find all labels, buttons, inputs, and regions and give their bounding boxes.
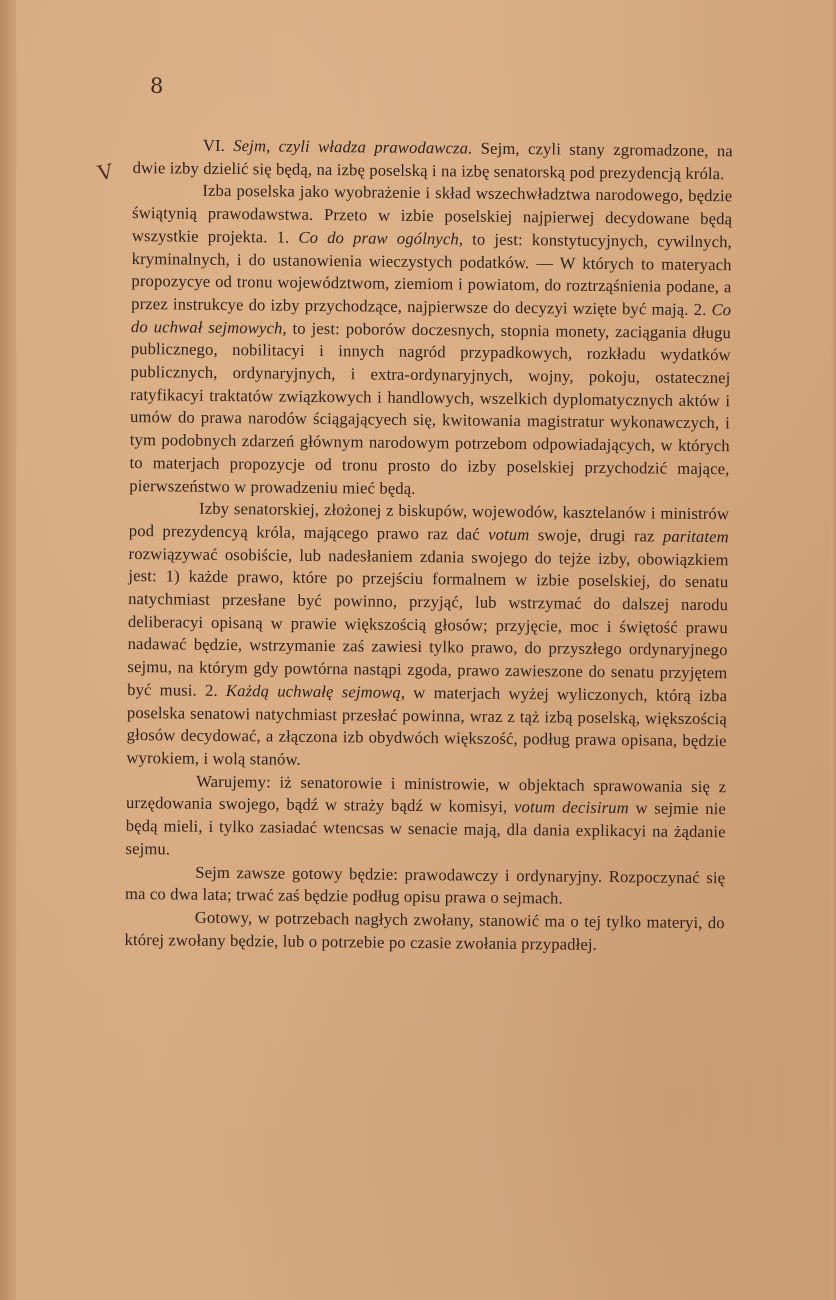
text-run: Sejm zawsze gotowy będzie: prawodawczy i ordynaryjny. Rozpoczynać się ma co dwa lata; trwać zaś będzie podług opisu prawa o sejmach. — [124, 862, 726, 908]
paragraph-2 — [129, 179, 732, 503]
page-number: 8 — [150, 74, 164, 98]
paragraph-6 — [124, 906, 724, 958]
paragraph-5 — [125, 860, 725, 912]
paragraph-3 — [126, 497, 729, 776]
page-edge — [830, 0, 836, 1300]
section-heading-title: Sejm, czyli władza prawodawcza. — [233, 136, 473, 158]
text-run: to jest: konstytucyjnych, cywilnych, kryminalnych, i do ustanowienia wieczystych podatków. — W których to materyach propozycye od tronu województwom, ziemiom i powiatom, do roztrząśnienia podane, a przez instrukcye do izby przychodzące, najpierwsze do decyzyi wzięte być mają. 2. — [131, 229, 733, 319]
text-run: rozwiązywać osobiście, lub nadesłaniem zdania swojego do tejże izby, obowiązkiem jest: 1) każde prawo, które po przejściu formalnem w izbie poselskiej, do senatu natychmiast przesłane być powinno, przyjąć, lub wstrzymać do dalszej narodu deliberacyi opisaną w prawie większością głosów; przyjęcie, moc i świętość prawu nadawać będzie, wstrzymanie zaś zawiesi tylko prawo, do przyszłego ordynaryjnego sejmu, na którym gdy powtórna nastąpi zgoda, prawo zawieszone do senatu przyjętem być musi. 2. — [127, 543, 729, 700]
text-run: Warujemy: iż senatorowie i ministrowie, w objektach sprawowania się z urzędowania swojego, bądź w straży bądź w komisyi, — [125, 771, 727, 817]
paragraph-4 — [125, 770, 726, 867]
text-run: swoje, drugi raz — [529, 525, 664, 546]
paragraph-1 — [133, 134, 733, 186]
text-run: Sejm, czyli stany zgromadzone, na dwie izby dzielić się będą, na izbę poselską i na izbę senatorską pod prezydencją króla. — [132, 138, 733, 183]
section-heading-number: VI. — [202, 135, 234, 156]
page-fold-shadow — [0, 0, 16, 1300]
italic-term: votum decisirum — [513, 797, 629, 818]
text-run: Izba poselska jako wyobrażenie i skład wszechwładztwa narodowego, będzie świątynią prawodawstwa. Przeto w izbie poselskiej najpierwej decydowane będą wszystkie projekta. 1. — [131, 181, 733, 247]
text-run: w sejmie nie będą mieli, i tylko zasiadać wtencsas w senacie mają, dla dania explikacyi na żądanie sejmu. — [125, 798, 727, 859]
margin-mark: V — [96, 158, 115, 186]
italic-term: votum — [488, 524, 530, 545]
text-run: w materjach wyżej wyliczonych, którą izba poselska senatowi natychmiast przesłać powinna, wraz z tąż izbą poselską, większością głosów decydować, a złączona izb obydwóch większość, podług prawa opisana, będzie wyrokiem, i wolą stanów. — [126, 682, 728, 769]
body-text — [124, 134, 733, 958]
text-run: Gotowy, w potrzebach nagłych zwołany, stanowić ma o tej tylko materyi, do której zwołany będzie, lub o potrzebie po czasie zwołania przypadłej. — [124, 907, 725, 954]
italic-term: Każdą uchwałę sejmową, — [225, 680, 406, 702]
italic-term: Co do praw ogólnych, — [298, 227, 464, 249]
italic-term: Co do uchwał sejmowych, — [130, 299, 732, 338]
text-run: Izby senatorskiej, złożonej z biskupów, wojewodów, kasztelanów i ministrów pod prezydencyą króla, mającego prawo raz dać — [128, 498, 730, 544]
text-run: to jest: poborów doczesnych, stopnia monety, zaciągania długu publicznego, nobilitacyi i innych nagród przypadkowych, rozkładu wydatków publicznych, ordynaryjnych, i extra-ordynaryjnych, wojny, pokoju, ostatecznej ratyfikacyi traktatów związkowych i handlowych, wszelkich dyplomatycznych aktów i umów do prawa narodów ściągającyech się, kwitowania magistratur wykonawczych, i tym podobnych zdarzeń głównym narodowym potrzebom odpowiadających, w których to materjach propozycje od tronu prosto do izby poselskiej przychodzić mające, pierwszeństwo w prowadzeniu mieć będą. — [129, 318, 732, 498]
italic-term: paritatem — [662, 526, 729, 547]
